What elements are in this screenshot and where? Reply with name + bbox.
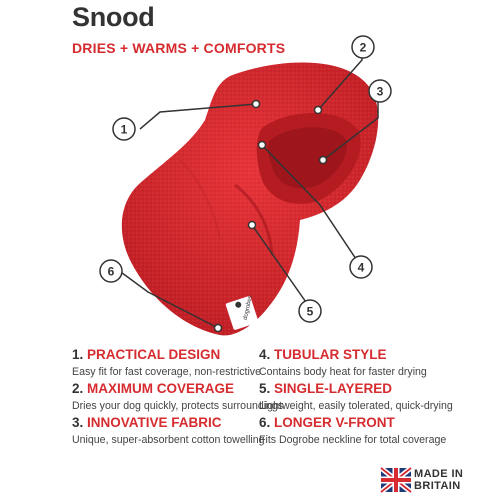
- callout-5: [299, 300, 321, 322]
- feature-4: 4. TUBULAR STYLE Contains body heat for faster drying: [259, 347, 427, 378]
- badge-line-1: MADE IN: [414, 468, 464, 480]
- feature-1: 1. PRACTICAL DESIGN Easy fit for fast coverage, non-restrictive: [72, 347, 261, 378]
- svg-text:1: 1: [120, 122, 128, 137]
- page-title: Snood: [72, 2, 155, 32]
- feature-6: 6. LONGER V-FRONT Fits Dogrobe neckline for total coverage: [259, 415, 447, 446]
- callout-1: [113, 118, 135, 140]
- callout-2: [352, 36, 374, 58]
- svg-text:4: 4: [357, 260, 365, 275]
- svg-text:6: 6: [107, 264, 115, 279]
- svg-text:3: 3: [376, 84, 384, 99]
- brand-label: dogrobes: [242, 294, 254, 321]
- callout-6: [100, 260, 122, 282]
- badge-line-2: BRITAIN: [414, 480, 461, 492]
- union-flag-icon: [381, 468, 411, 492]
- svg-text:5: 5: [306, 304, 314, 319]
- svg-text:2: 2: [359, 40, 367, 55]
- callout-4: [350, 256, 372, 278]
- page-subtitle: DRIES + WARMS + COMFORTS: [72, 40, 286, 56]
- feature-5: 5. SINGLE-LAYERED Lightweight, easily tolerated, quick-drying: [259, 381, 453, 412]
- snood-image: [122, 62, 378, 335]
- feature-2: 2. MAXIMUM COVERAGE Dries your dog quickly, protects surroundings: [72, 381, 284, 412]
- made-in-britain-badge: [414, 468, 494, 492]
- callout-3: [369, 80, 391, 102]
- feature-3: 3. INNOVATIVE FABRIC Unique, super-absorbent cotton towelling: [72, 415, 265, 446]
